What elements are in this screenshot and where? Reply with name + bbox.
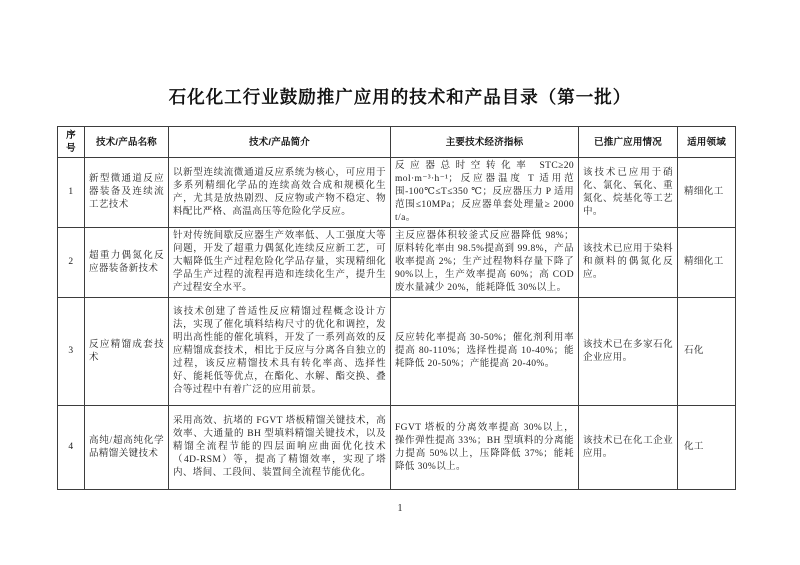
tech-indicators: 主反应器体积较釜式反应器降低 98%；原料转化率由 98.5%提高到 99.8%，产品收率提高 2%；生产过程物料存量下降了 90%以上，生产效率提高 60%；高 COD 废水量减少 20%，能耗降低 30%以上。 bbox=[391, 228, 579, 298]
tech-indicators: 反应转化率提高 30-50%；催化剂利用率提高 80-110%；选择性提高 10-40%；能耗降低 20-50%；产能提高 20-40%。 bbox=[391, 298, 579, 406]
col-header-field: 适用领域 bbox=[678, 127, 736, 158]
col-header-name: 技术/产品名称 bbox=[85, 127, 169, 158]
col-header-no: 序号 bbox=[58, 127, 85, 158]
tech-indicators: 反应器总时空转化率 STC≥20 mol·m⁻³·h⁻¹；反应器温度 T 适用范围-100℃≤T≤350 ℃；反应器压力 P 适用范围≤10MPa；反应器单套处理量≥ 2000 t/a。 bbox=[391, 158, 579, 228]
page-number: 1 bbox=[397, 503, 403, 514]
product-name: 超重力偶氮化反应器装备新技术 bbox=[85, 228, 169, 298]
product-brief: 以新型连续流微通道反应系统为核心，可应用于多系列精细化学品的连续高效合成和规模化生产，尤其是放热剧烈、反应物或产物不稳定、物料配比严格、高温高压等危险化学反应。 bbox=[169, 158, 391, 228]
applicable-field-label: 化工 bbox=[684, 442, 704, 452]
application-status: 该技术已应用于染料和颜料的偶氮化反应。 bbox=[579, 228, 678, 298]
application-status: 该技术已应用于硝化、氯化、氧化、重氮化、烷基化等工艺中。 bbox=[579, 158, 678, 228]
table-row bbox=[58, 158, 736, 228]
tech-indicators: FGVT 塔板的分离效率提高 30%以上，操作弹性提高 33%；BH 型填料的分离能力提高 50%以上，压降降低 37%；能耗降低 30%以上。 bbox=[391, 406, 579, 490]
row-number: 4 bbox=[58, 406, 85, 490]
row-number: 2 bbox=[58, 228, 85, 298]
applicable-field-label: 精细化工 bbox=[684, 257, 724, 267]
col-header-indicators: 主要技术经济指标 bbox=[391, 127, 579, 158]
product-brief: 针对传统间歇反应器生产效率低、人工强度大等问题，开发了超重力偶氮化连续反应新工艺，可大幅降低生产过程危险化学品存量，实现精细化学品生产过程的流程再造和连续化生产，提升生产过程安全水平。 bbox=[169, 228, 391, 298]
catalog-table bbox=[57, 126, 736, 490]
product-name: 新型微通道反应器装备及连续流工艺技术 bbox=[85, 158, 169, 228]
application-status: 该技术已在化工企业应用。 bbox=[579, 406, 678, 490]
application-status: 该技术已在多家石化企业应用。 bbox=[579, 298, 678, 406]
applicable-field bbox=[678, 228, 736, 298]
product-brief: 采用高效、抗堵的 FGVT 塔板精馏关键技术，高效率、大通量的 BH 型填料精馏关键技术，以及精馏全流程节能的四层面响应曲面优化技术（4D-RSM）等，提高了精馏效率，实现了塔内、塔间、工段间、装置间全流程节能优化。 bbox=[169, 406, 391, 490]
row-number: 1 bbox=[58, 158, 85, 228]
applicable-field bbox=[678, 406, 736, 490]
applicable-field-label: 精细化工 bbox=[684, 187, 724, 197]
applicable-field-label: 石化 bbox=[684, 346, 704, 356]
product-name: 反应精馏成套技术 bbox=[85, 298, 169, 406]
table-header-row bbox=[58, 127, 736, 158]
col-header-applied: 已推广应用情况 bbox=[579, 127, 678, 158]
product-brief: 该技术创建了普适性反应精馏过程概念设计方法，实现了催化填料结构尺寸的优化和调控，发明出高性能的催化填料，开发了一系列高效的反应精馏成套技术，相比于反应与分离各自独立的过程，该反应精馏技术具有转化率高、选择性好、能耗低等优点，在酯化、水解、酯交换、叠合等过程中有着广泛的应用前景。 bbox=[169, 298, 391, 406]
applicable-field bbox=[678, 298, 736, 406]
page-title: 石化化工行业鼓励推广应用的技术和产品目录（第一批） bbox=[168, 87, 632, 107]
row-number: 3 bbox=[58, 298, 85, 406]
applicable-field bbox=[678, 158, 736, 228]
col-header-brief: 技术/产品简介 bbox=[169, 127, 391, 158]
table-row bbox=[58, 406, 736, 490]
table-row bbox=[58, 298, 736, 406]
product-name: 高纯/超高纯化学品精馏关键技术 bbox=[85, 406, 169, 490]
table-row bbox=[58, 228, 736, 298]
